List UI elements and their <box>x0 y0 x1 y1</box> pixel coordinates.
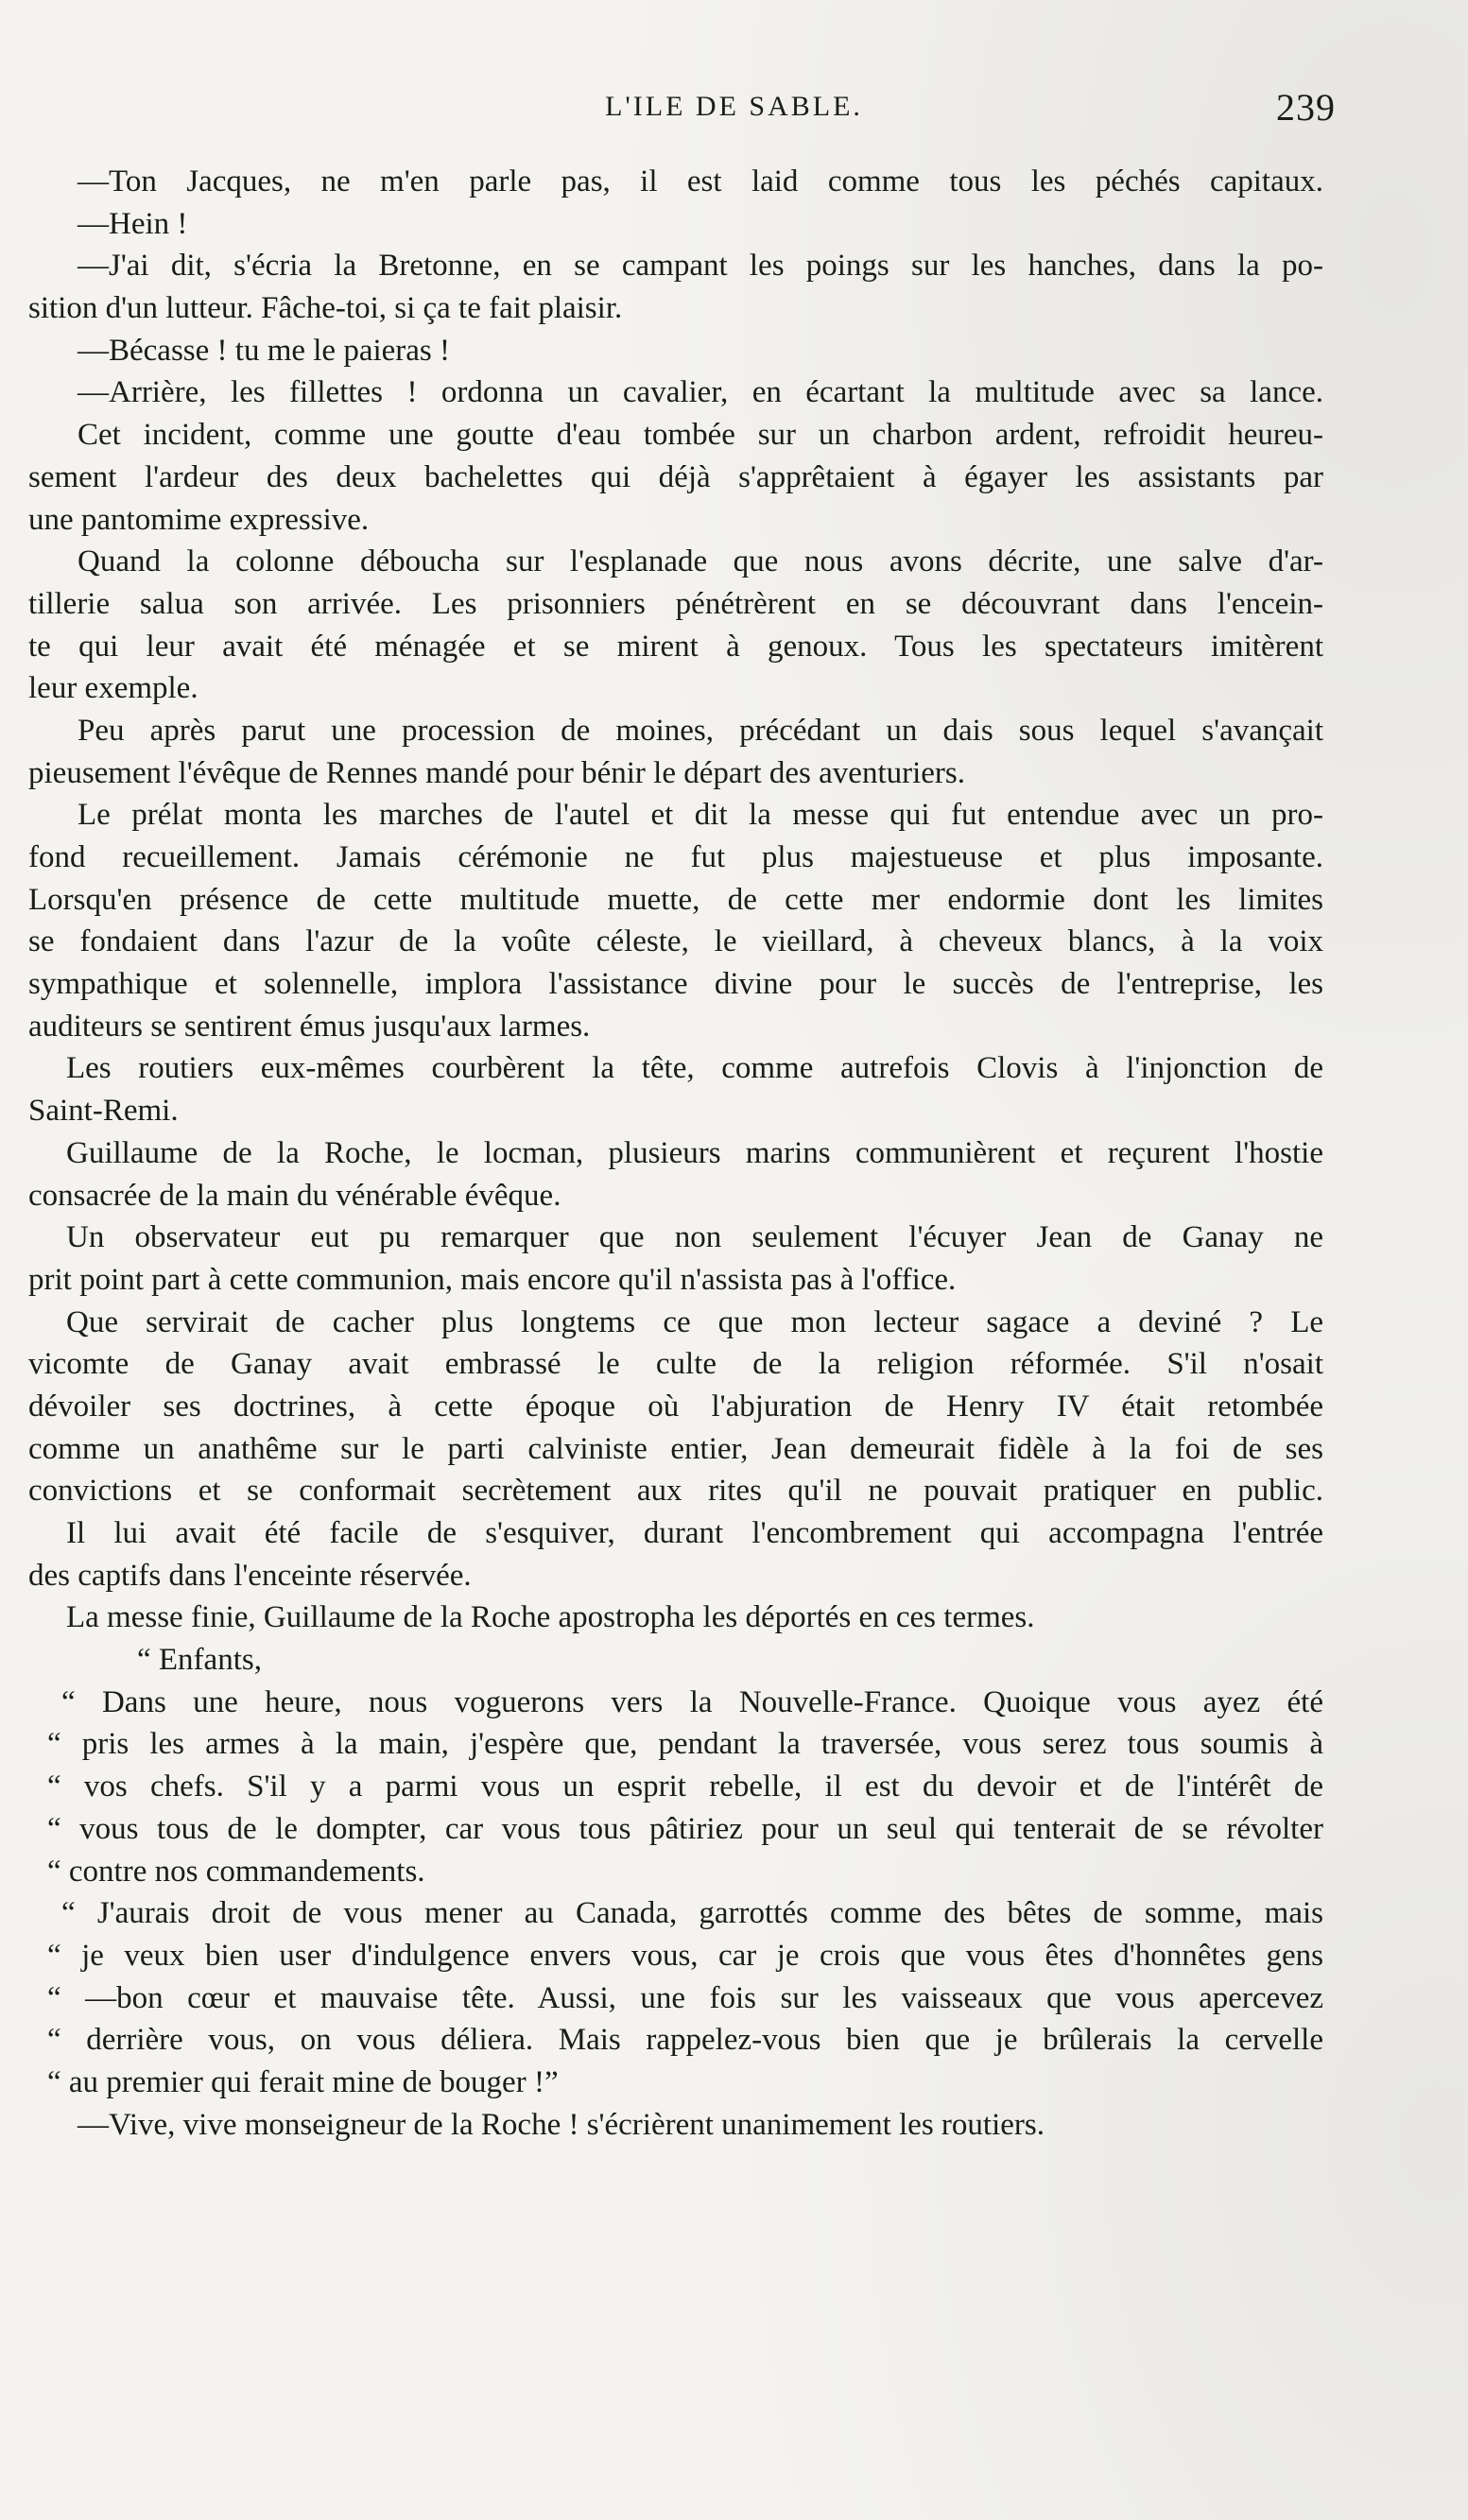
text-line: “ je veux bien user d'indulgence envers vous, car je crois que vous êtes d'honnêtes gens <box>47 1938 1323 1973</box>
text-line: La messe finie, Guillaume de la Roche apostropha les déportés en ces termes. <box>66 1600 1035 1635</box>
text-line: “ Dans une heure, nous voguerons vers la Nouvelle-France. Quoique vous ayez été <box>61 1684 1323 1719</box>
text-line: Un observateur eut pu remarquer que non seulement l'écuyer Jean de Ganay ne <box>66 1220 1323 1255</box>
text-line: Guillaume de la Roche, le locman, plusieurs marins communièrent et reçurent l'hostie <box>66 1135 1323 1170</box>
page-number: 239 <box>1276 86 1336 129</box>
text-line: leur exemple. <box>28 671 199 706</box>
text-line: te qui leur avait été ménagée et se mirent à genoux. Tous les spectateurs imitèrent <box>28 629 1323 664</box>
text-line: “ J'aurais droit de vous mener au Canada, garrottés comme des bêtes de somme, mais <box>61 1896 1323 1931</box>
running-title: L'ILE DE SABLE. <box>605 91 863 122</box>
text-line: Il lui avait été facile de s'esquiver, durant l'encombrement qui accompagna l'entrée <box>66 1516 1323 1550</box>
text-line: “ —bon cœur et mauvaise tête. Aussi, une fois sur les vaisseaux que vous apercevez <box>47 1980 1323 2015</box>
text-line: sition d'un lutteur. Fâche-toi, si ça te fait plaisir. <box>28 291 623 326</box>
text-line: “ vous tous de le dompter, car vous tous pâtiriez pour un seul qui tenterait de se révolter <box>47 1811 1323 1846</box>
text-line: fond recueillement. Jamais cérémonie ne fut plus majestueuse et plus imposante. <box>28 840 1323 874</box>
text-line: —Bécasse ! tu me le paieras ! <box>78 333 451 368</box>
text-line: —Arrière, les fillettes ! ordonna un cavalier, en écartant la multitude avec sa lance. <box>78 375 1323 410</box>
text-line: une pantomime expressive. <box>28 502 370 537</box>
text-line: Que servirait de cacher plus longtems ce que mon lecteur sagace a deviné ? Le <box>66 1304 1323 1339</box>
text-line: sympathique et solennelle, implora l'assistance divine pour le succès de l'entreprise, les <box>28 967 1323 1002</box>
text-line: “ pris les armes à la main, j'espère que, pendant la traversée, vous serez tous soumis à <box>47 1727 1323 1762</box>
text-line: consacrée de la main du vénérable évêque. <box>28 1178 561 1213</box>
text-line: Quand la colonne déboucha sur l'esplanade que nous avons décrite, une salve d'ar- <box>78 544 1323 579</box>
text-line: des captifs dans l'enceinte réservée. <box>28 1558 472 1593</box>
text-line: dévoiler ses doctrines, à cette époque où l'abjuration de Henry IV était retombée <box>28 1389 1323 1424</box>
text-line: —Hein ! <box>78 206 188 241</box>
text-line: auditeurs se sentirent émus jusqu'aux larmes. <box>28 1009 591 1044</box>
text-line: Cet incident, comme une goutte d'eau tombée sur un charbon ardent, refroidit heureu- <box>78 418 1323 453</box>
text-line: comme un anathême sur le parti calviniste entier, Jean demeurait fidèle à la foi de ses <box>28 1431 1323 1466</box>
text-line: “ Enfants, <box>137 1643 262 1678</box>
text-line: —Ton Jacques, ne m'en parle pas, il est laid comme tous les péchés capitaux. <box>78 164 1323 198</box>
text-line: “ contre nos commandements. <box>47 1854 425 1889</box>
text-line: sement l'ardeur des deux bachelettes qui déjà s'apprêtaient à égayer les assistants par <box>28 459 1323 494</box>
text-line: Saint-Remi. <box>28 1094 179 1129</box>
text-line: convictions et se conformait secrètement aux rites qu'il ne pouvait pratiquer en public. <box>28 1474 1323 1509</box>
text-line: Peu après parut une procession de moines, précédant un dais sous lequel s'avançait <box>78 713 1323 748</box>
text-line: vicomte de Ganay avait embrassé le culte de la religion réformée. S'il n'osait <box>28 1347 1323 1382</box>
text-line: se fondaient dans l'azur de la voûte céleste, le vieillard, à cheveux blancs, à la voix <box>28 924 1323 959</box>
text-line: pieusement l'évêque de Rennes mandé pour bénir le départ des aventuriers. <box>28 755 965 790</box>
text-line: prit point part à cette communion, mais encore qu'il n'assista pas à l'office. <box>28 1262 957 1297</box>
text-line: —J'ai dit, s'écria la Bretonne, en se campant les poings sur les hanches, dans la po- <box>78 249 1323 284</box>
text-line: Les routiers eux-mêmes courbèrent la tête, comme autrefois Clovis à l'injonction de <box>66 1051 1323 1086</box>
text-line: “ derrière vous, on vous déliera. Mais rappelez-vous bien que je brûlerais la cervelle <box>47 2023 1323 2058</box>
text-line: Lorsqu'en présence de cette multitude muette, de cette mer endormie dont les limites <box>28 882 1323 917</box>
text-line: Le prélat monta les marches de l'autel et dit la messe qui fut entendue avec un pro- <box>78 798 1323 833</box>
text-line: “ vos chefs. S'il y a parmi vous un esprit rebelle, il est du devoir et de l'intérêt de <box>47 1769 1323 1804</box>
body-text <box>28 161 1323 2146</box>
text-line: “ au premier qui ferait mine de bouger !” <box>47 2064 559 2099</box>
text-line: —Vive, vive monseigneur de la Roche ! s'écrièrent unanimement les routiers. <box>78 2107 1045 2142</box>
text-line: tillerie salua son arrivée. Les prisonniers pénétrèrent en se découvrant dans l'encein- <box>28 586 1323 621</box>
